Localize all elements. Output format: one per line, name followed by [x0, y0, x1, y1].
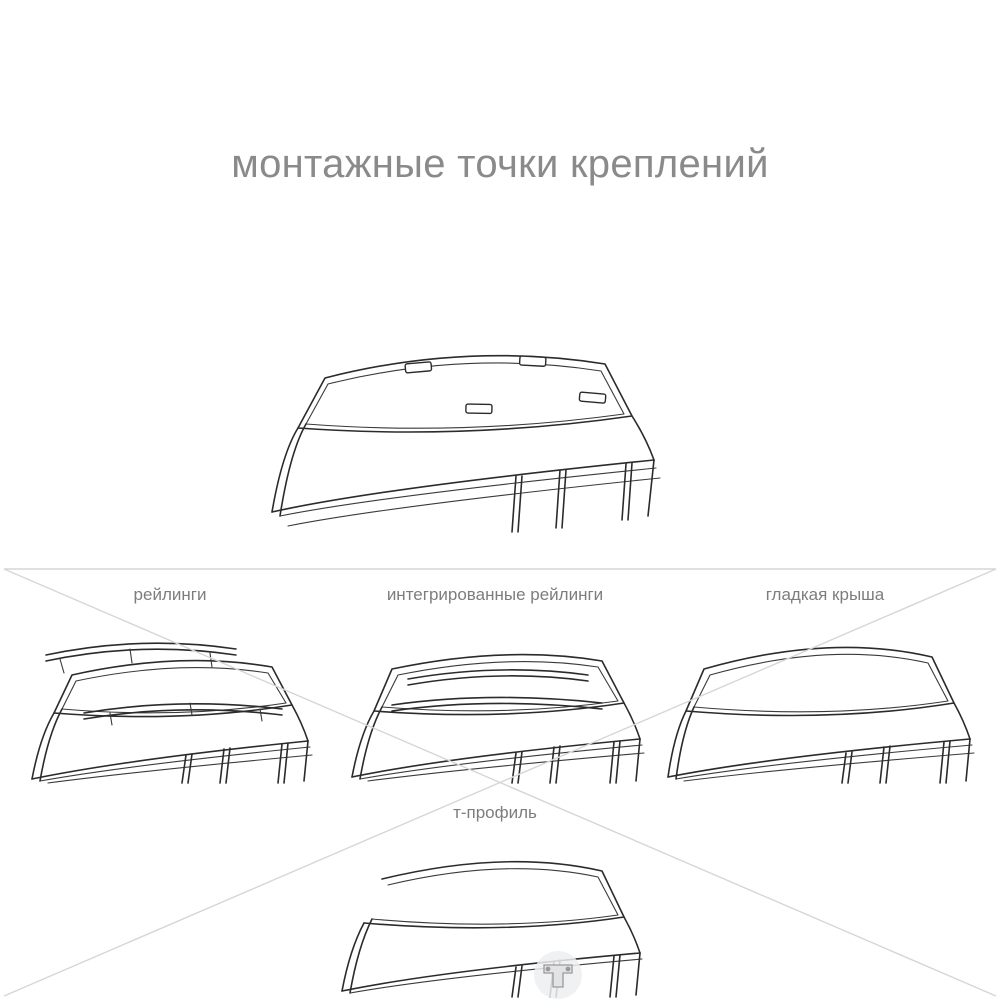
car-roof-bare-icon [660, 613, 990, 783]
variant-label: гладкая крыша [765, 585, 885, 604]
page-title: монтажные точки креплений [231, 142, 769, 186]
variant-card-raised-rails [10, 585, 330, 785]
car-roof-raised-rails-icon [10, 613, 330, 783]
variant-grid [0, 565, 1000, 1000]
variant-card-bare-roof [660, 585, 990, 785]
variant-card-t-slot [330, 803, 660, 1000]
car-roof-integrated-rails-icon [330, 613, 660, 783]
variant-card-integrated-rails [330, 585, 660, 785]
variant-label: интегрированные рейлинги [386, 585, 604, 604]
variant-label: рейлинги [133, 585, 207, 604]
car-roof-t-slot-icon [330, 831, 660, 1001]
variant-label: т-профиль [453, 803, 537, 822]
hero-illustration [230, 320, 700, 560]
